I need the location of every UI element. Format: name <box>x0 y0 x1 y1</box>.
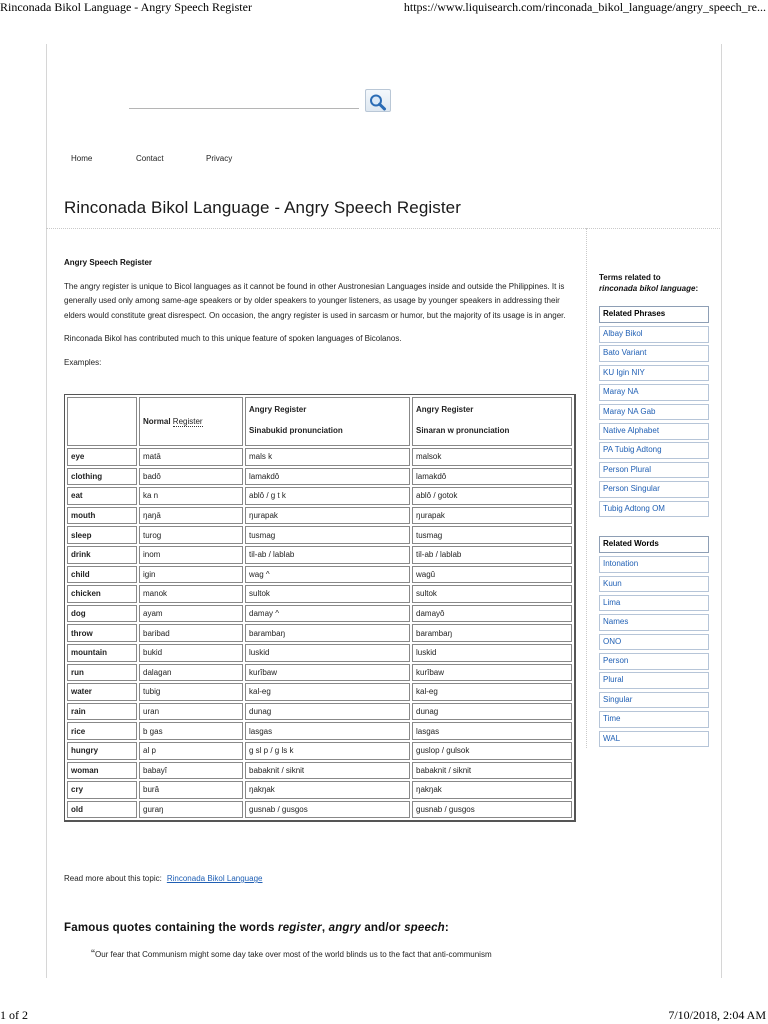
table-cell: ablô / g t k <box>245 487 410 505</box>
table-cell: til-ab / lablab <box>412 546 572 564</box>
table-cell: babayî <box>139 762 243 780</box>
table-cell: uran <box>139 703 243 721</box>
table-cell: sultok <box>412 585 572 603</box>
nav-home-link[interactable]: Home <box>71 154 93 163</box>
related-phrase-link[interactable]: Bato Variant <box>599 345 709 362</box>
article-paragraph: Rinconada Bikol has contributed much to this unique feature of spoken languages of Bicolanos. <box>64 334 402 343</box>
table-cell: water <box>67 683 137 701</box>
quotes-heading: Famous quotes containing the words register, angry and/or speech: <box>64 922 449 934</box>
print-url: https://www.liquisearch.com/rinconada_bikol_language/angry_speech_re... <box>403 0 766 14</box>
table-cell: mountain <box>67 644 137 662</box>
table-row <box>67 526 572 544</box>
table-cell: rice <box>67 722 137 740</box>
related-phrase-link[interactable]: KU Igin NIY <box>599 365 709 382</box>
related-word-link[interactable]: Time <box>599 711 709 728</box>
related-phrase-link[interactable]: Tubig Adtong OM <box>599 501 709 518</box>
table-cell: burâ <box>139 781 243 799</box>
table-row <box>67 801 572 819</box>
table-row <box>67 762 572 780</box>
table-row <box>67 742 572 760</box>
table-cell: ŋakŋak <box>412 781 572 799</box>
table-cell: drink <box>67 546 137 564</box>
table-cell: cry <box>67 781 137 799</box>
table-cell: ŋurapak <box>245 507 410 525</box>
table-cell: al p <box>139 742 243 760</box>
table-cell: malsok <box>412 448 572 466</box>
table-cell: g sl p / g ls k <box>245 742 410 760</box>
related-phrases-heading: Related Phrases <box>599 306 709 323</box>
table-cell: ayam <box>139 605 243 623</box>
related-phrase-link[interactable]: Maray NA Gab <box>599 404 709 421</box>
search-button[interactable] <box>365 89 391 112</box>
article-paragraph: The angry register is unique to Bicol languages as it cannot be found in other Austronesian Languages inside and outside the Philippines. It is generally used only among same-age speakers or by older speakers to younger listeners, as usage by younger speakers in addressing their elders would constitute great disrespect. On occasion, the angry register is used in sarcasm or humor, but the majority of its usage is in anger. <box>64 281 566 320</box>
nav-contact-link[interactable]: Contact <box>136 154 164 163</box>
table-cell: hungry <box>67 742 137 760</box>
table-row <box>67 664 572 682</box>
table-cell: eat <box>67 487 137 505</box>
table-cell: lasgas <box>412 722 572 740</box>
table-cell: turog <box>139 526 243 544</box>
related-phrase-link[interactable]: PA Tubig Adtong <box>599 442 709 459</box>
table-row <box>67 703 572 721</box>
table-row <box>67 487 572 505</box>
related-word-link[interactable]: Intonation <box>599 556 709 573</box>
table-cell: wag ^ <box>245 566 410 584</box>
table-cell: old <box>67 801 137 819</box>
table-cell: luskid <box>412 644 572 662</box>
sidebar-terms-title: Terms related to rinconada bikol language: <box>599 273 699 293</box>
related-word-link[interactable]: Lima <box>599 595 709 612</box>
table-cell: dog <box>67 605 137 623</box>
quote-text: “Our fear that Communism might some day take over most of the world blinds us to the fact that anti-communism <box>91 947 492 961</box>
section-heading: Angry Speech Register <box>64 258 153 267</box>
table-cell: kal-eg <box>412 683 572 701</box>
table-cell: kal-eg <box>245 683 410 701</box>
related-word-link[interactable]: WAL <box>599 731 709 748</box>
print-datetime: 7/10/2018, 2:04 AM <box>668 1008 766 1022</box>
print-page-number: 1 of 2 <box>0 1008 28 1022</box>
related-words-heading: Related Words <box>599 536 709 553</box>
table-cell: wagû <box>412 566 572 584</box>
table-cell: mals k <box>245 448 410 466</box>
article-paragraph: Examples: <box>64 357 102 367</box>
table-cell: mouth <box>67 507 137 525</box>
table-cell: lamakdô <box>412 468 572 486</box>
table-cell: tubig <box>139 683 243 701</box>
table-cell: gusnab / gusgos <box>245 801 410 819</box>
search-icon <box>368 93 388 111</box>
table-cell: dunag <box>245 703 410 721</box>
table-cell: chicken <box>67 585 137 603</box>
related-word-link[interactable]: Person <box>599 653 709 670</box>
table-row <box>67 644 572 662</box>
open-quote-mark: “ <box>91 947 95 961</box>
table-cell: babaknit / siknit <box>245 762 410 780</box>
table-cell: igin <box>139 566 243 584</box>
related-word-link[interactable]: Names <box>599 614 709 631</box>
related-phrase-link[interactable]: Native Alphabet <box>599 423 709 440</box>
table-row <box>67 683 572 701</box>
table-cell: manok <box>139 585 243 603</box>
table-cell: kurîbaw <box>412 664 572 682</box>
table-cell: damayô <box>412 605 572 623</box>
print-page-title: Rinconada Bikol Language - Angry Speech Register <box>0 0 252 14</box>
table-cell: rain <box>67 703 137 721</box>
table-cell: inom <box>139 546 243 564</box>
read-more-link[interactable]: Rinconada Bikol Language <box>166 874 263 883</box>
table-cell: tusmag <box>245 526 410 544</box>
related-phrases-list <box>599 326 709 517</box>
table-row <box>67 507 572 525</box>
sidebar <box>599 273 709 750</box>
table-cell: barambaŋ <box>412 624 572 642</box>
table-row <box>67 566 572 584</box>
read-more-label: Read more about this topic: <box>64 874 162 883</box>
table-cell: b gas <box>139 722 243 740</box>
table-cell: baribad <box>139 624 243 642</box>
table-cell: ŋakŋak <box>245 781 410 799</box>
table-row <box>67 722 572 740</box>
table-row <box>67 624 572 642</box>
table-row <box>67 546 572 564</box>
table-cell: ŋaŋā <box>139 507 243 525</box>
table-cell: ŋurapak <box>412 507 572 525</box>
table-cell: ka n <box>139 487 243 505</box>
table-cell: lasgas <box>245 722 410 740</box>
table-cell: badô <box>139 468 243 486</box>
table-cell: dalagan <box>139 664 243 682</box>
table-cell: barambaŋ <box>245 624 410 642</box>
table-cell: eye <box>67 448 137 466</box>
related-phrase-link[interactable]: Maray NA <box>599 384 709 401</box>
nav-privacy-link[interactable]: Privacy <box>206 154 233 163</box>
title-divider <box>46 228 720 229</box>
table-cell: damay ^ <box>245 605 410 623</box>
examples-table <box>64 394 576 822</box>
read-more <box>64 874 262 883</box>
table-cell: dunag <box>412 703 572 721</box>
table-cell: guraŋ <box>139 801 243 819</box>
print-footer <box>0 1006 768 1024</box>
table-row <box>67 781 572 799</box>
table-cell: tusmag <box>412 526 572 544</box>
table-row <box>67 585 572 603</box>
table-cell: sultok <box>245 585 410 603</box>
table-cell: child <box>67 566 137 584</box>
related-word-link[interactable]: Plural <box>599 672 709 689</box>
related-phrase-link[interactable]: Person Singular <box>599 481 709 498</box>
table-cell: ablô / gotok <box>412 487 572 505</box>
table-cell: sleep <box>67 526 137 544</box>
page-title: Rinconada Bikol Language - Angry Speech Register <box>64 198 461 217</box>
table-row <box>67 448 572 466</box>
table-row <box>67 468 572 486</box>
table-cell: throw <box>67 624 137 642</box>
table-cell: babaknit / siknit <box>412 762 572 780</box>
related-word-link[interactable]: ONO <box>599 634 709 651</box>
table-cell: matā <box>139 448 243 466</box>
print-header <box>0 0 768 16</box>
related-words-list <box>599 556 709 747</box>
table-cell: woman <box>67 762 137 780</box>
related-word-link[interactable]: Singular <box>599 692 709 709</box>
table-cell: til-ab / lablab <box>245 546 410 564</box>
related-phrase-link[interactable]: Albay Bikol <box>599 326 709 343</box>
table-cell: lamakdô <box>245 468 410 486</box>
table-cell: bukid <box>139 644 243 662</box>
table-header-cell: Angry Register Sinabukid pronunciation <box>245 397 410 446</box>
table-cell: luskid <box>245 644 410 662</box>
table-header-cell <box>67 397 137 446</box>
table-cell: kurîbaw <box>245 664 410 682</box>
article-body <box>64 256 576 377</box>
related-word-link[interactable]: Kuun <box>599 576 709 593</box>
table-cell: clothing <box>67 468 137 486</box>
table-header-row <box>67 397 572 446</box>
table-cell: run <box>67 664 137 682</box>
related-phrase-link[interactable]: Person Plural <box>599 462 709 479</box>
table-header-cell: Angry Register Sinaran w pronunciation <box>412 397 572 446</box>
table-cell: guslop / gulsok <box>412 742 572 760</box>
search-input[interactable] <box>129 90 359 109</box>
sidebar-divider <box>586 228 587 748</box>
table-cell: gusnab / gusgos <box>412 801 572 819</box>
table-row <box>67 605 572 623</box>
table-header-cell: Normal Register <box>139 397 243 446</box>
